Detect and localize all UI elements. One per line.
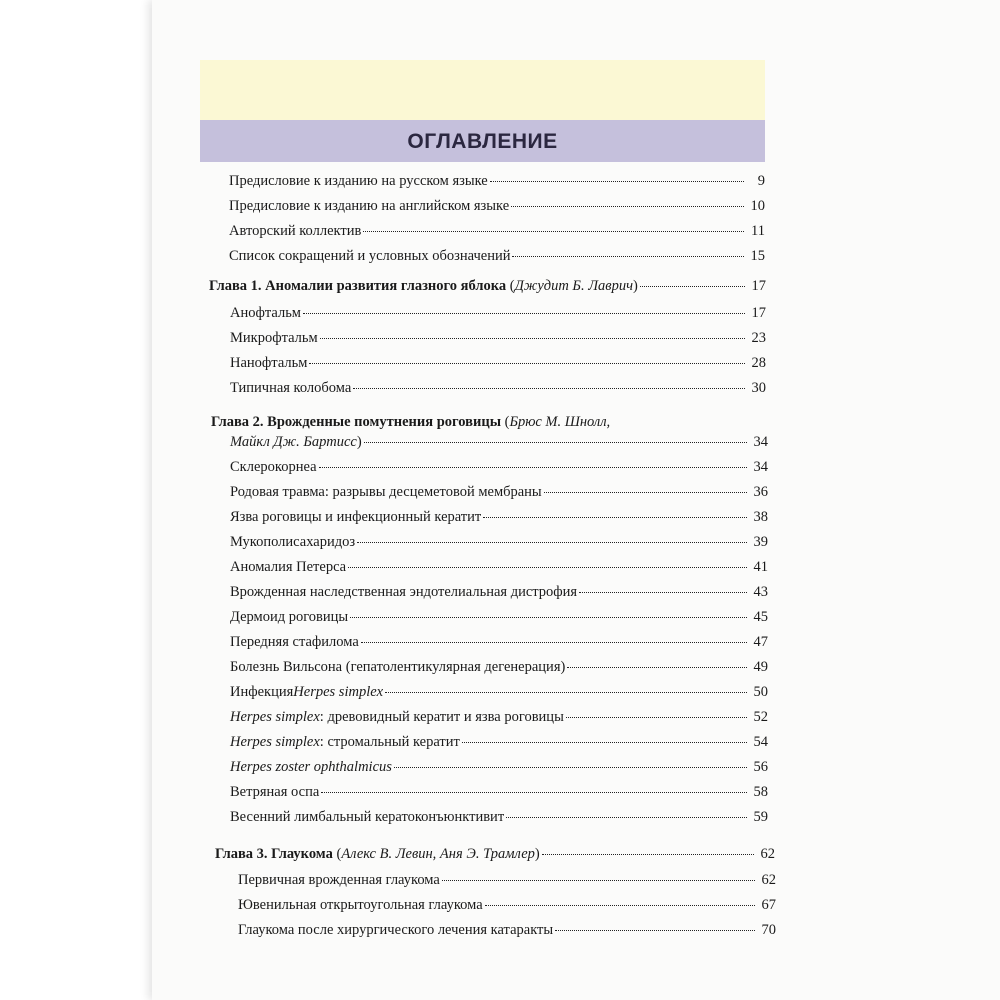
toc-entry: Предисловие к изданию на английском языке 10 — [229, 198, 765, 214]
toc-entry: Типичная колобома 30 — [230, 380, 766, 396]
toc-entry: Первичная врожденная глаукома 62 — [238, 872, 776, 888]
chapter-heading: Глава 1. Аномалии развития глазного яблока ( Джудит Б. Лаврич ) 17 — [209, 278, 766, 294]
toc-entry: Родовая травма: разрывы десцеметовой мембраны 36 — [230, 484, 768, 500]
toc-entry: Дермоид роговицы 45 — [230, 609, 768, 625]
toc-entry: Ювенильная открытоугольная глаукома 67 — [238, 897, 776, 913]
toc-entry: Предисловие к изданию на русском языке 9 — [229, 173, 765, 189]
toc-entry: Микрофтальм 23 — [230, 330, 766, 346]
toc-entry: Глаукома после хирургического лечения катаракты 70 — [238, 922, 776, 938]
toc-entry: Herpes simplex : древовидный кератит и язва роговицы 52 — [230, 709, 768, 725]
header-band-yellow — [200, 60, 765, 120]
toc-entry: Болезнь Вильсона (гепатолентикулярная дегенерация) 49 — [230, 659, 768, 675]
toc-entry: Анофтальм 17 — [230, 305, 766, 321]
page-title: ОГЛАВЛЕНИЕ — [407, 130, 558, 153]
toc-entry: Herpes zoster ophthalmicus 56 — [230, 759, 768, 775]
toc-entry: Ветряная оспа 58 — [230, 784, 768, 800]
toc-entry: Нанофтальм 28 — [230, 355, 766, 371]
toc-entry: Инфекция Herpes simplex 50 — [230, 684, 768, 700]
toc-entry: Весенний лимбальный кератоконъюнктивит 59 — [230, 809, 768, 825]
toc-entry: Язва роговицы и инфекционный кератит 38 — [230, 509, 768, 525]
toc-entry: Врожденная наследственная эндотелиальная дистрофия 43 — [230, 584, 768, 600]
chapter-heading: Глава 2. Врожденные помутнения роговицы (Брюс М. Шнолл, — [211, 414, 611, 430]
chapter-heading: Глава 3. Глаукома ( Алекс В. Левин, Аня Э. Трамлер ) 62 — [215, 846, 775, 862]
toc-entry: Herpes simplex : стромальный кератит 54 — [230, 734, 768, 750]
toc-entry: Передняя стафилома 47 — [230, 634, 768, 650]
toc-entry: Мукополисахаридоз 39 — [230, 534, 768, 550]
toc-entry: Список сокращений и условных обозначений 15 — [229, 248, 765, 264]
toc-entry: Склерокорнеа 34 — [230, 459, 768, 475]
toc-entry: Аномалия Петерса 41 — [230, 559, 768, 575]
toc-entry: Авторский коллектив 11 — [229, 223, 765, 239]
chapter-heading-continuation: Майкл Дж. Бартисс ) 34 — [230, 434, 768, 450]
